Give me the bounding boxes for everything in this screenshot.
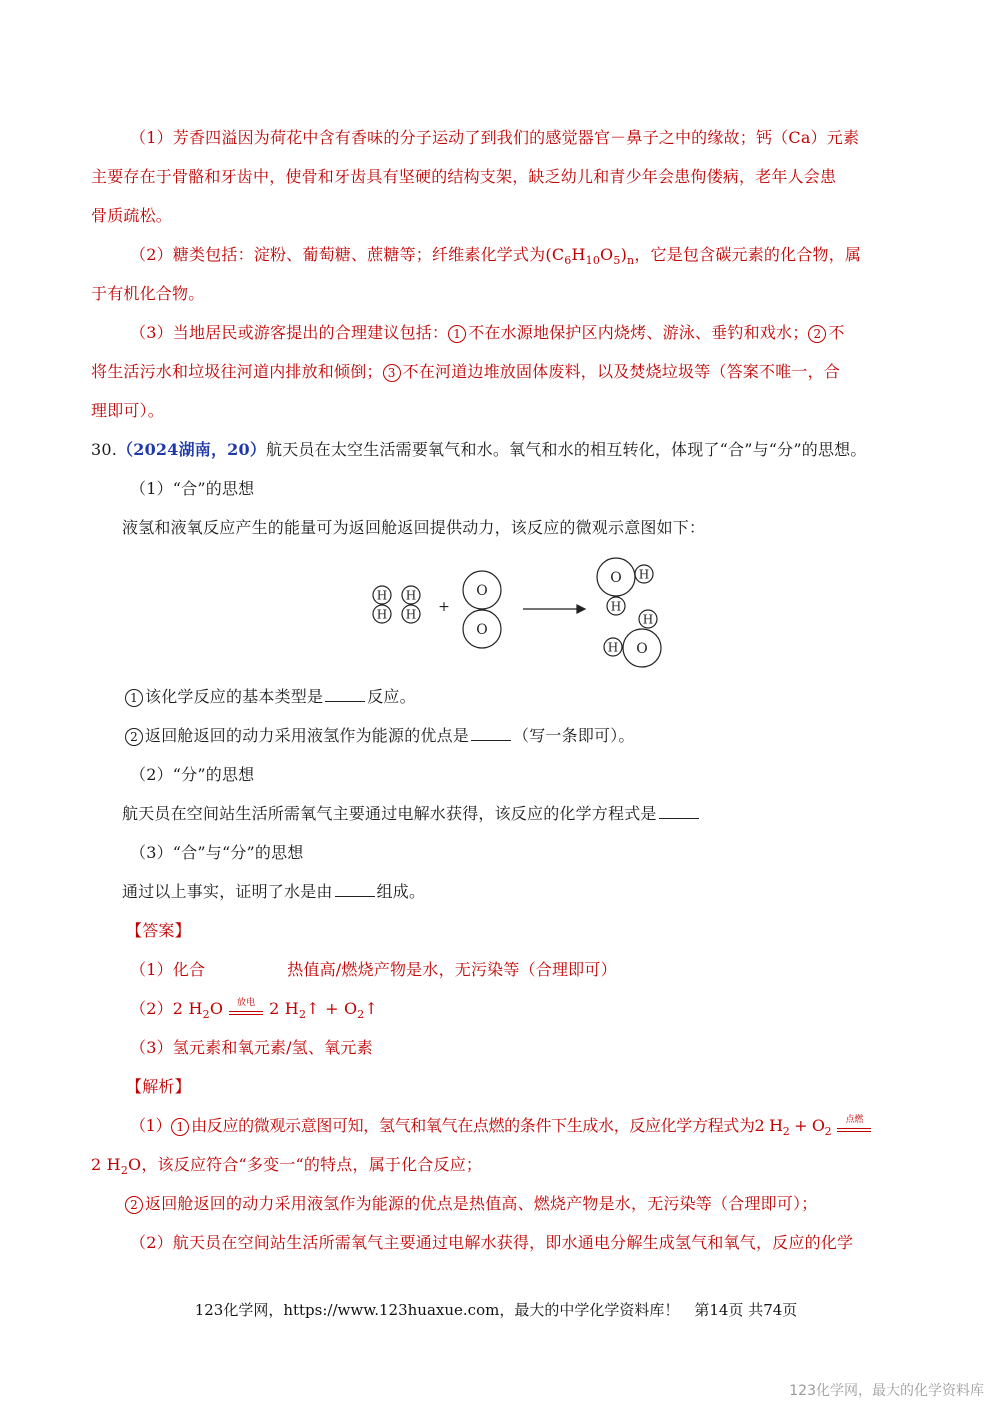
analysis-line-4: （2）航天员在空间站生活所需氧气主要通过电解水获得，即水通电分解生成氢气和氧气，反应的化学 [130, 1233, 854, 1252]
h-atom-label: H [405, 607, 417, 622]
circled-2: 2 [125, 728, 143, 746]
circled-2: 2 [125, 1196, 143, 1214]
question-2: 2 返回舱返回的动力采用液氢作为能源的优点是 （写一条即可）。 [125, 725, 635, 747]
analysis-prev-line-2: 主要存在于骨骼和牙齿中，使骨和牙齿具有坚硬的结构支架，缺乏幼儿和青少年会患佝偻病，老年人会患 [91, 167, 837, 186]
answer-2-equation: （2）2 $H_2O$ 放电 2 $H_2↑$ + $O_2↑$ [130, 997, 379, 1022]
reaction-micro-diagram [355, 550, 685, 670]
watermark: 123化学网，最大的化学资料库 [789, 1383, 984, 1399]
h-atom-label: H [642, 612, 654, 627]
part2-title: （2）“分”的思想 [130, 765, 255, 784]
h-atom-label: H [607, 640, 619, 655]
circled-1: 1 [171, 1118, 189, 1136]
h-atom-label: H [376, 588, 388, 603]
circled-1: 1 [125, 689, 143, 707]
analysis-prev-line-3: 骨质疏松。 [91, 206, 173, 225]
equals-condition-sign: 放电 [229, 1000, 263, 1020]
arrow-icon [523, 605, 585, 613]
answer-3: （3）氢元素和氧元素/氢、氧元素 [130, 1038, 373, 1057]
question-1: 1 该化学反应的基本类型是 反应。 [125, 686, 416, 708]
analysis-line-3: 2 返回舱返回的动力采用液氢作为能源的优点是热值高、燃烧产物是水，无污染等（合理即可）； [125, 1193, 817, 1215]
page-footer: 123化学网，https://www.123huaxue.com，最大的中学化学资料库！ 第14页 共74页 [194, 1301, 798, 1319]
circled-3: 3 [383, 364, 401, 382]
o-atom-label: O [476, 622, 488, 638]
analysis-prev-line-4: （2）糖类包括：淀粉、葡萄糖、蔗糖等；纤维素化学式为$(C_6H_{10}O_5)_n$，它是包含碳元素的化合物，属 [130, 245, 862, 268]
part3-title: （3）“合”与“分”的思想 [130, 843, 304, 862]
answer-blank [659, 804, 699, 819]
analysis-prev-line-7: 将生活污水和垃圾往河道内排放和倾倒； 3 不在河道边堆放固体废料，以及焚烧垃圾等（答案不唯一，合 [91, 362, 841, 381]
analysis-prev-line-5: 于有机化合物。 [91, 284, 205, 303]
analysis-prev-line-1: （1）芳香四溢因为荷花中含有香味的分子运动了到我们的感觉器官－鼻子之中的缘故；钙（Ca）元素 [130, 128, 860, 147]
h-atom-label: H [405, 588, 417, 603]
part1-desc: 液氢和液氧反应产生的能量可为返回舱返回提供动力，该反应的微观示意图如下： [122, 518, 706, 537]
o-atom-label: O [610, 570, 622, 586]
answer-blank [471, 726, 511, 741]
analysis-line-1: （1） 1 由反应的微观示意图可知，氢气和氧气在点燃的条件下生成水，反应化学方程式为2 $H_2 + O_2$ 点燃 [130, 1115, 877, 1137]
cellulose-formula: $(C_6H_{10}O_5)_n$ [545, 245, 635, 268]
answer-heading: 【答案】 [126, 921, 191, 940]
part3-desc: 通过以上事实，证明了水是由 组成。 [122, 882, 426, 901]
answer-blank [335, 882, 375, 897]
question-stem: 30.（2024湖南，20）航天员在太空生活需要氧气和水。氧气和水的相互转化，体现了“合”与“分”的思想。 [91, 440, 867, 459]
o-atom-label: O [476, 583, 488, 599]
analysis-line-2: 2 $H_2O$，该反应符合“多变一“的特点，属于化合反应； [91, 1155, 483, 1178]
circled-1: 1 [448, 325, 466, 343]
analysis-prev-line-8: 理即可）。 [91, 401, 165, 420]
part1-title: （1）“合”的思想 [130, 479, 255, 498]
h-atom-label: H [376, 607, 388, 622]
answer-1: （1）化合 热值高/燃烧产物是水，无污染等（合理即可） [130, 960, 617, 979]
analysis-prev-line-6: （3）当地居民或游客提出的合理建议包括： 1 不在水源地保护区内烧烤、游泳、垂钓和戏水； 2 不 [130, 323, 845, 342]
h-atom-label: H [638, 567, 650, 582]
h-atom-label: H [610, 599, 622, 614]
equals-condition-sign: 点燃 [837, 1117, 871, 1137]
part2-desc: 航天员在空间站生活所需氧气主要通过电解水获得，该反应的化学方程式是 [122, 803, 701, 825]
plus-sign: + [438, 599, 450, 615]
question-source: （2024湖南，20） [117, 440, 267, 459]
o-atom-label: O [636, 641, 648, 657]
circled-2: 2 [808, 325, 826, 343]
analysis-heading: 【解析】 [126, 1077, 191, 1096]
answer-blank [325, 687, 365, 702]
